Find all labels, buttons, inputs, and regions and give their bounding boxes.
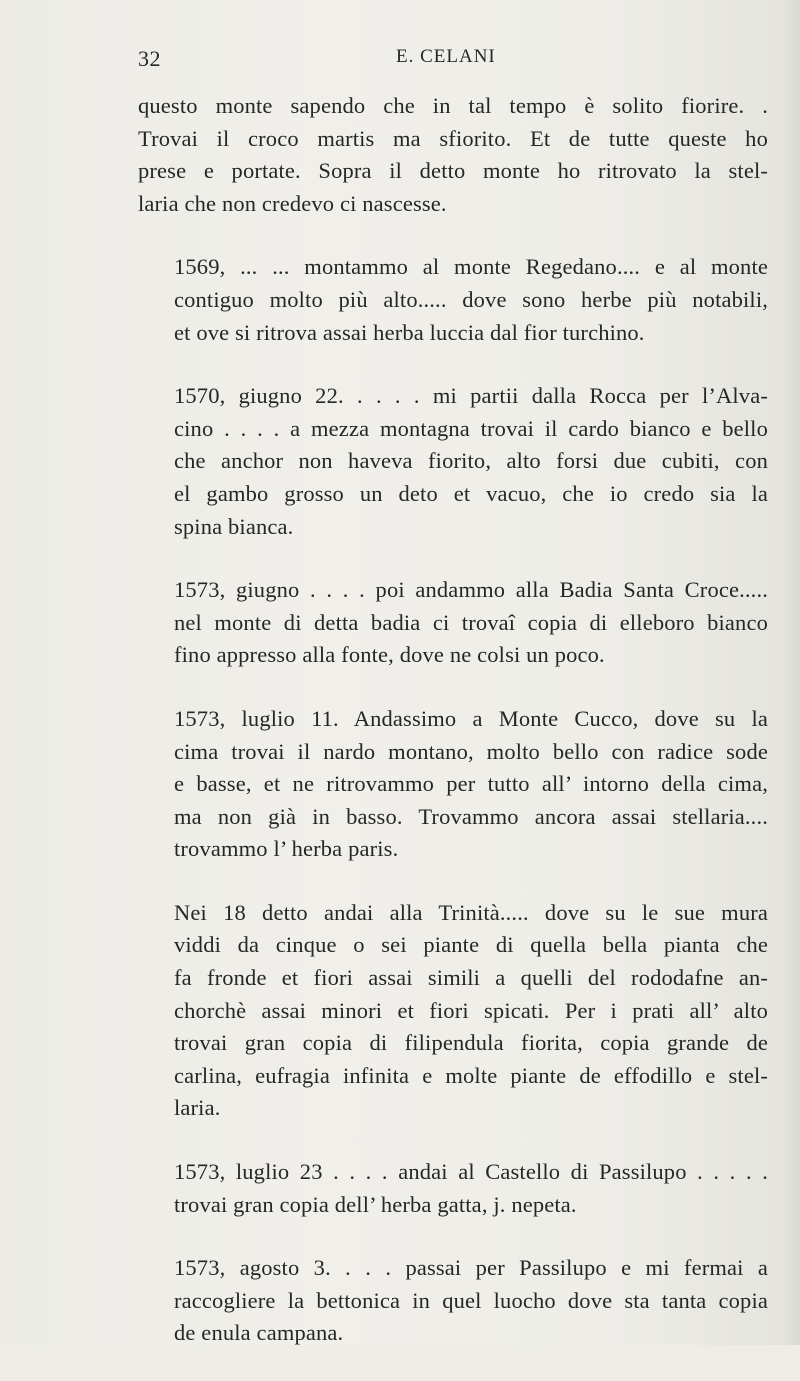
paragraph-6 [138, 897, 768, 1125]
text-line: trovai gran copia di filipendula fiorita, copia grande de [174, 1030, 768, 1056]
text-line: fino appresso alla fonte, dove ne colsi un poco. [174, 642, 605, 668]
text-line: e basse, et ne ritrovammo per tutto all’ intorno della cima, [174, 771, 768, 797]
paragraph-1 [138, 90, 768, 220]
text-line: trovammo l’ herba paris. [174, 836, 399, 862]
text-line: 1573, agosto 3. . . . passai per Passilupo e mi fermai a [174, 1255, 768, 1281]
paragraph-7 [138, 1156, 768, 1221]
text-line: che anchor non haveva fiorito, alto forsi due cubiti, con [174, 448, 768, 474]
text-line: 1573, giugno . . . . poi andammo alla Badia Santa Croce..... [174, 577, 768, 603]
text-line: 1570, giugno 22. . . . . mi partii dalla Rocca per l’Alva- [174, 383, 768, 409]
text-line: fa fronde et fiori assai simili a quelli del rododafne an- [174, 965, 768, 991]
text-line: ma non già in basso. Trovammo ancora assai stellaria.... [174, 803, 768, 829]
paragraph-4 [138, 574, 768, 672]
text-line: de enula campana. [174, 1320, 344, 1346]
text-line: laria. [174, 1095, 221, 1121]
text-line: prese e portate. Sopra il detto monte ho ritrovato la stel- [138, 158, 768, 184]
paragraph-3 [138, 380, 768, 543]
text-line: chorchè assai minori et fiori spicati. Per i prati all’ alto [174, 997, 768, 1023]
page-edge-shadow [782, 0, 800, 1345]
text-line: el gambo grosso un deto et vacuo, che io credo sia la [174, 480, 768, 506]
text-line: nel monte di detta badia ci trovaî copia di elleboro bianco [174, 609, 768, 635]
text-line: trovai gran copia dell’ herba gatta, j. nepeta. [174, 1191, 577, 1217]
text-line: carlina, eufragia infinita e molte piante de effodillo e stel- [174, 1062, 768, 1088]
text-line: cima trovai il nardo montano, molto bello con radice sode [174, 738, 768, 764]
text-line: et ove si ritrova assai herba luccia dal fior turchino. [174, 319, 645, 345]
page-number: 32 [138, 46, 161, 71]
text-line: 1569, ... ... montammo al monte Regedano.... e al monte [174, 254, 768, 280]
paragraph-2 [138, 251, 768, 349]
text-line: contiguo molto più alto..... dove sono herbe più notabili, [174, 286, 768, 312]
paragraph-8 [138, 1252, 768, 1350]
text-line: spina bianca. [174, 513, 294, 539]
body-text [138, 90, 768, 1381]
text-line: questo monte sapendo che in tal tempo è solito fiorire. . [138, 93, 768, 118]
text-line: Nei 18 detto andai alla Trinità..... dove su le sue mura [174, 899, 768, 925]
text-line: 1573, luglio 11. Andassimo a Monte Cucco, dove su la [174, 705, 768, 731]
running-head: E. CELANI [396, 46, 496, 67]
text-line: viddi da cinque o sei piante di quella bella pianta che [174, 932, 768, 958]
text-line: 1573, luglio 23 . . . . andai al Castello di Passilupo . . . . . [174, 1159, 768, 1185]
paragraph-5 [138, 703, 768, 866]
text-line: cino . . . . a mezza montagna trovai il cardo bianco e bello [174, 415, 768, 441]
page-header [138, 46, 768, 74]
text-line: Trovai il croco martis ma sfiorito. Et de tutte queste ho [138, 125, 768, 151]
text-line: laria che non credevo ci nascesse. [138, 190, 447, 216]
text-line: raccogliere la bettonica in quel luocho dove sta tanta copia [174, 1287, 768, 1313]
